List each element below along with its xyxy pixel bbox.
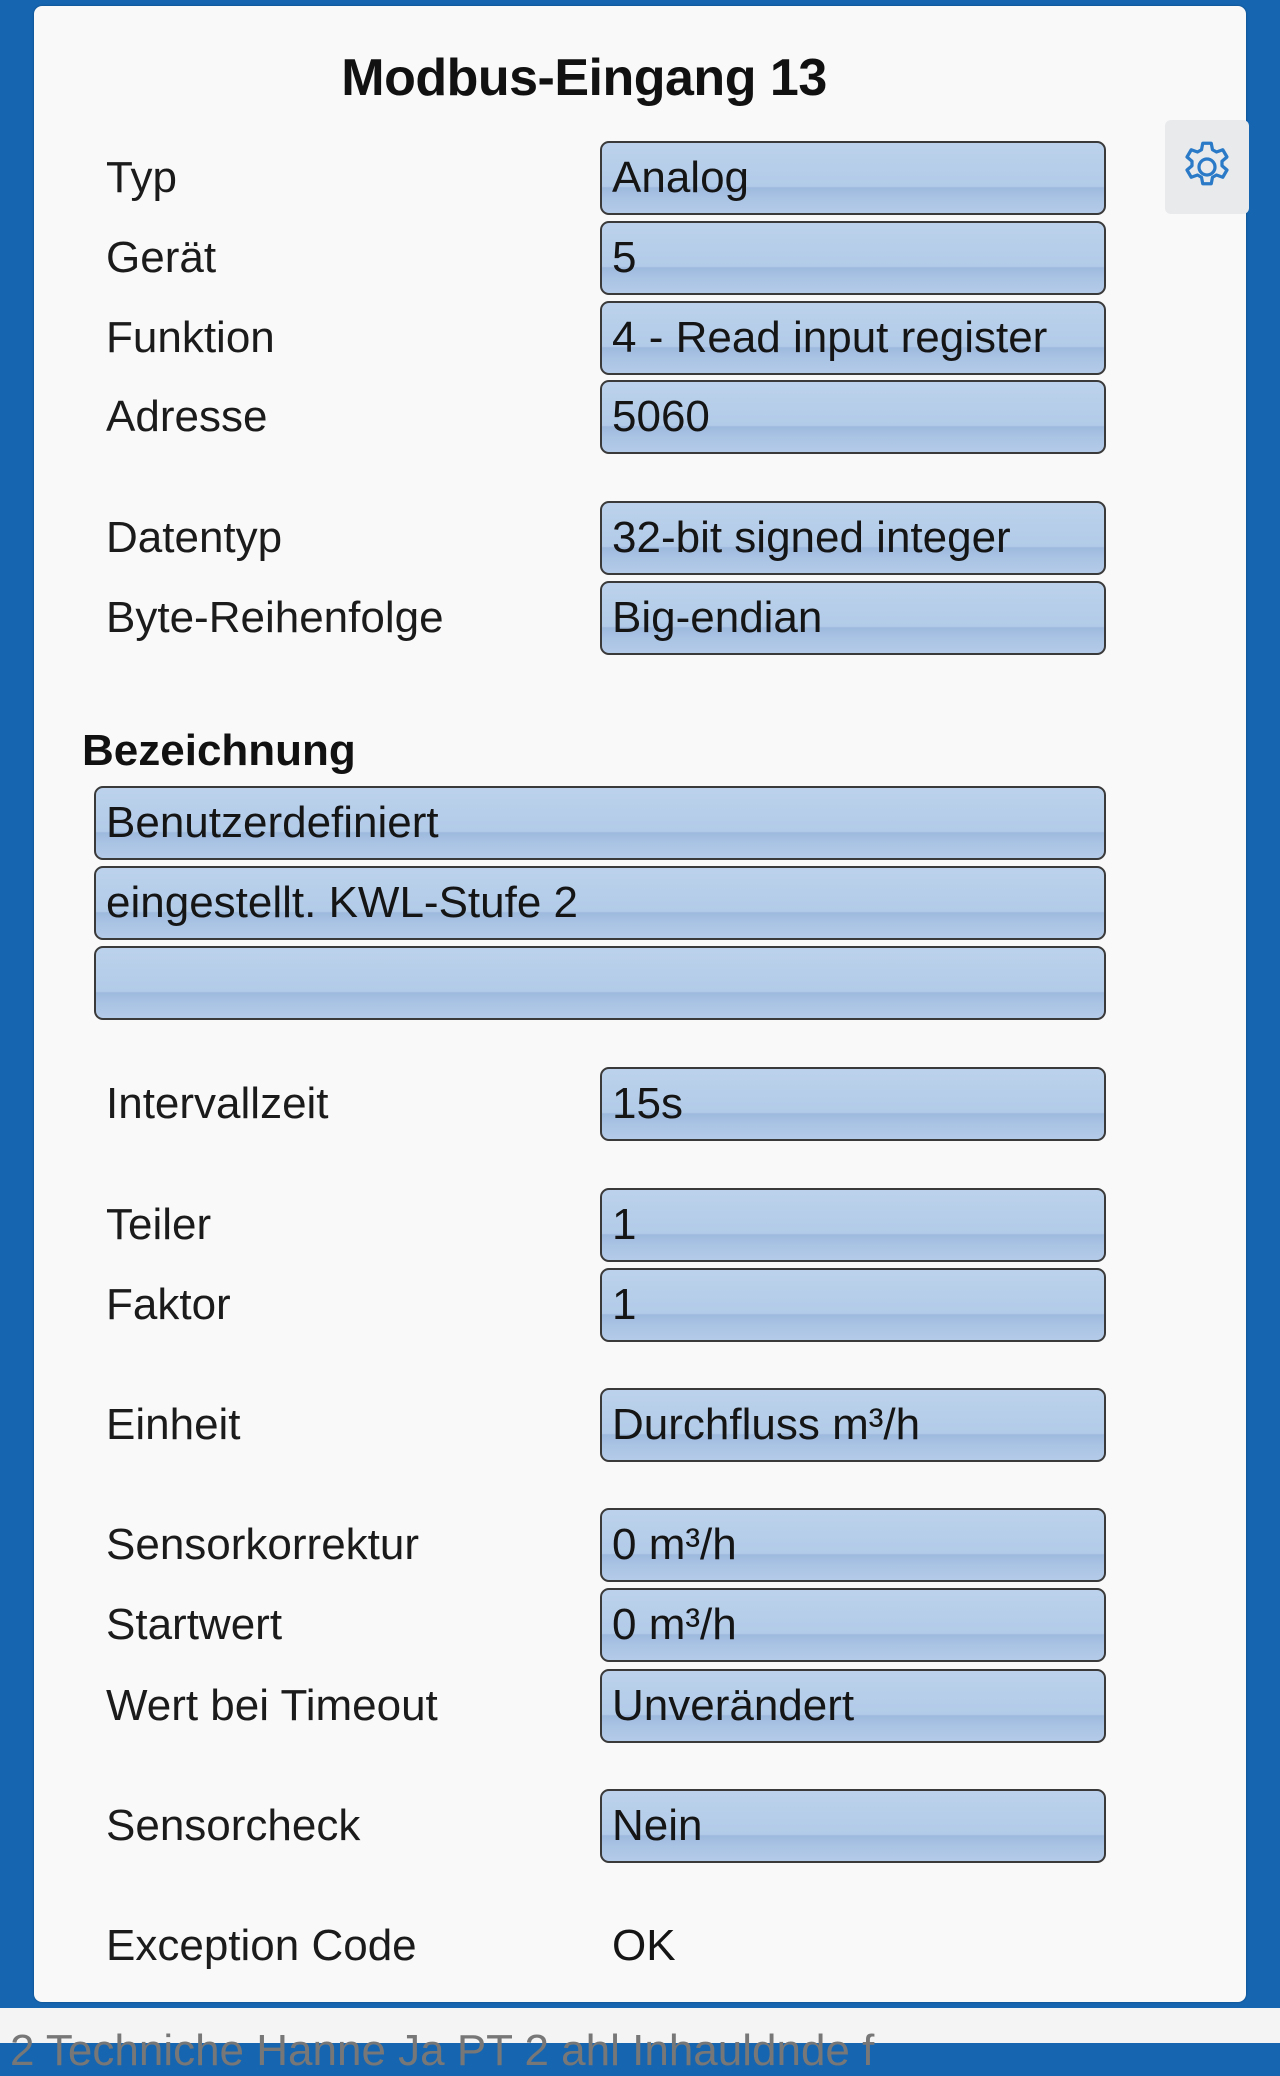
timeout-select[interactable]: Unverändert [600,1669,1106,1743]
typ-select[interactable]: Analog [600,141,1106,215]
adresse-field[interactable]: 5060 [600,380,1106,454]
label-timeout: Wert bei Timeout [106,1681,438,1730]
label-byte-order: Byte-Reihenfolge [106,593,444,642]
teiler-field[interactable]: 1 [600,1188,1106,1262]
startwert-field[interactable]: 0 m³/h [600,1588,1106,1662]
page-title: Modbus-Eingang 13 [341,49,827,107]
funktion-select[interactable]: 4 - Read input register [600,301,1106,375]
section-heading-bezeichnung: Bezeichnung [82,726,356,775]
bezeichnung-line2-input[interactable] [94,946,1106,1020]
label-einheit: Einheit [106,1400,241,1449]
einheit-select[interactable]: Durchfluss m³/h [600,1388,1106,1462]
sensorcheck-select[interactable]: Nein [600,1789,1106,1863]
footer-strip [0,2008,1280,2075]
label-sensorkorrektur: Sensorkorrektur [106,1520,420,1569]
label-startwert: Startwert [106,1600,283,1649]
intervall-field[interactable]: 15s [600,1067,1106,1141]
label-sensorcheck: Sensorcheck [106,1801,361,1850]
label-datentyp: Datentyp [106,513,283,562]
datentyp-select[interactable]: 32-bit signed integer [600,501,1106,575]
label-adresse: Adresse [106,392,268,441]
sensorkorrektur-field[interactable]: 0 m³/h [600,1508,1106,1582]
label-intervall: Intervallzeit [106,1079,329,1128]
label-exception-code: Exception Code [106,1921,417,1970]
bezeichnung-mode-select[interactable]: Benutzerdefiniert [94,786,1106,860]
label-typ: Typ [106,153,177,202]
settings-button[interactable] [1165,120,1249,214]
footer-text: 2 Techniche Hanne Ja PT 2 ahl Inhauldnde f [10,2026,875,2075]
label-teiler: Teiler [106,1200,212,1249]
label-funktion: Funktion [106,313,275,362]
dialog-panel [34,6,1246,2002]
label-geraet: Gerät [106,233,217,282]
exception-code-value: OK [612,1921,676,1970]
bezeichnung-line1-input[interactable]: eingestellt. KWL-Stufe 2 [94,866,1106,940]
byte-order-select[interactable]: Big-endian [600,581,1106,655]
geraet-field[interactable]: 5 [600,221,1106,295]
label-faktor: Faktor [106,1280,231,1329]
faktor-field[interactable]: 1 [600,1268,1106,1342]
gear-icon [1177,137,1237,197]
